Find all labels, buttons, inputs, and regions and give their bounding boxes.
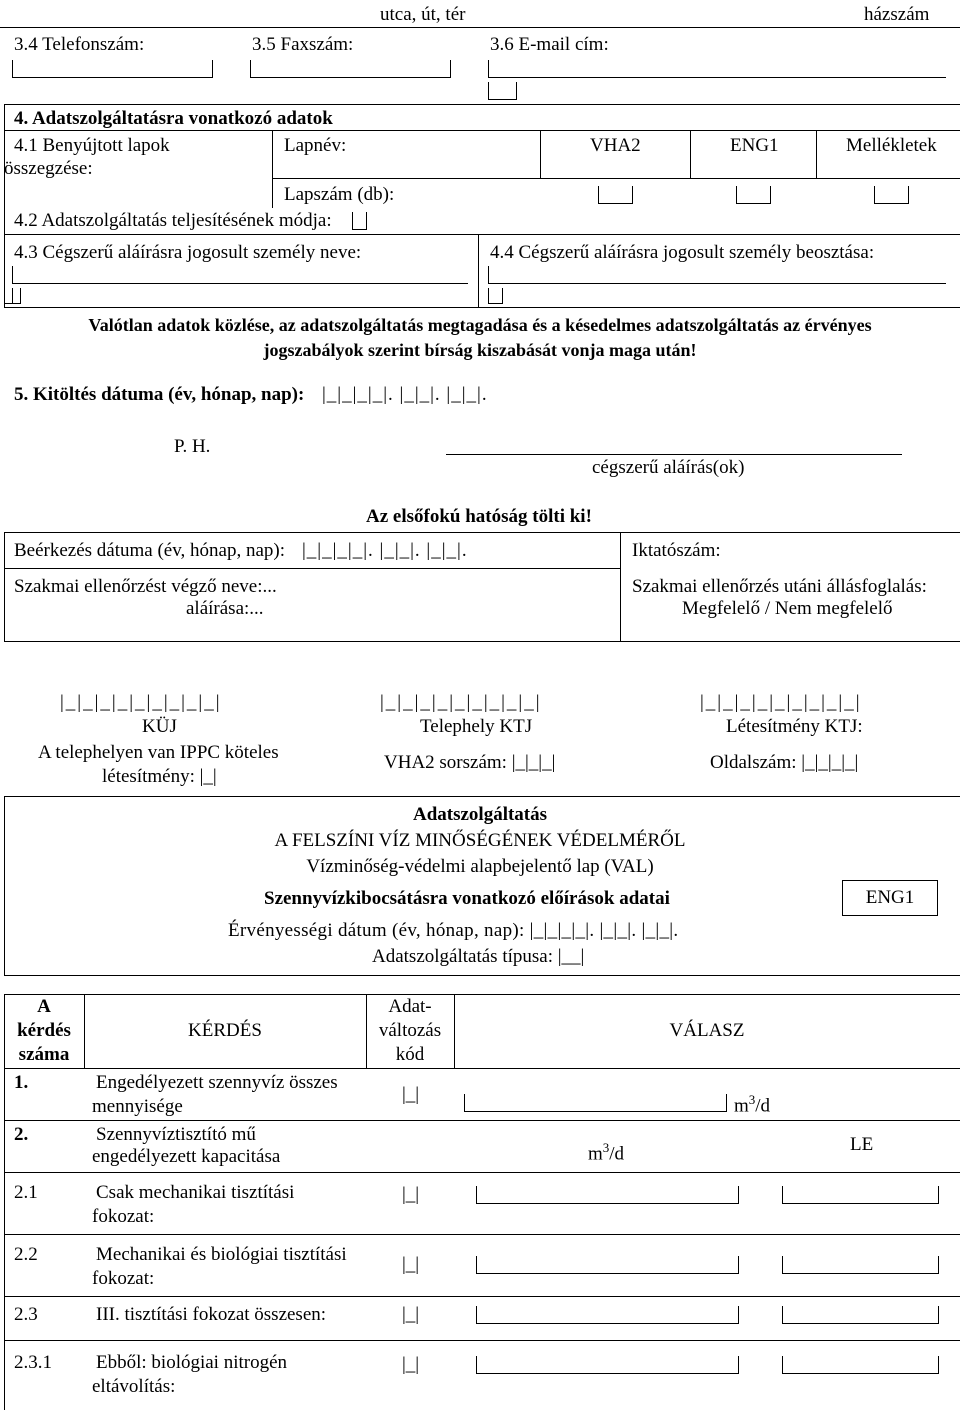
arrival-date-label: Beérkezés dátuma (év, hónap, nap): [14,540,285,561]
row-code-field[interactable]: |_| [402,1354,420,1375]
row-number: 2.3.1 [14,1352,52,1373]
row-number: 2.2 [14,1244,38,1265]
telephely-label: Telephely KTJ [420,716,533,737]
header-bold-title: Szennyvízkibocsátásra vonatkozó előírások adatai [264,888,670,909]
sheet-name-label: Lapnév: [284,135,347,156]
fill-date-field[interactable]: |_|_|_|_|. |_|_|. |_|_|. [322,384,488,405]
submitted-label: 4.1 Benyújtott lapok [14,135,170,156]
col-answer-header: VÁLASZ [669,1020,745,1041]
row-question: Csak mechanikai tisztítási [96,1182,295,1203]
email-label: 3.6 E-mail cím: [490,34,609,55]
ippc-field[interactable]: létesítmény: |_| [102,766,217,787]
header-subtitle: A FELSZÍNI VÍZ MINŐSÉGÉNEK VÉDELMÉRŐL [274,830,686,851]
kuj-field[interactable]: |_|_|_|_|_|_|_|_|_| [60,692,222,713]
row-question: III. tisztítási fokozat összesen: [96,1304,327,1325]
row-number: 2.1 [14,1182,38,1203]
row-question: Szennyvíztisztító mű [96,1124,256,1145]
row-number: 2. [14,1124,29,1145]
service-type-field[interactable]: Adatszolgáltatás típusa: |__| [372,946,585,967]
col-question-header: KÉRDÉS [188,1020,262,1041]
warning-line-1: Valótlan adatok közlése, az adatszolgáltatás megtagadása és a késedelmes adatszolgáltatás az érvényes [88,315,872,335]
row-question-2: eltávolítás: [92,1376,176,1397]
row-code-field[interactable]: |_| [402,1304,420,1325]
row-code-field[interactable]: |_| [402,1084,420,1105]
fax-label: 3.5 Faxszám: [252,34,354,55]
row-question: Mechanikai és biológiai tisztítási [96,1244,347,1265]
file-number-label: Iktatószám: [632,540,721,561]
opinion-value: Megfelelő / Nem megfelelő [682,598,893,619]
eng1-label: ENG1 [730,135,779,156]
ippc-label: A telephelyen van IPPC köteles [38,742,279,763]
validity-date-field[interactable]: Érvényességi dátum (év, hónap, nap): |_|_|_|_|. |_|_|. |_|_|. [228,920,679,941]
row-code-field[interactable]: |_| [402,1184,420,1205]
letesitmeny-field[interactable]: |_|_|_|_|_|_|_|_|_| [700,692,862,713]
col-number-header-2: kérdés [17,1020,71,1041]
street-label: utca, út, tér [380,4,466,25]
page-number-field[interactable]: Oldalszám: |_|_|_|_| [710,752,859,773]
row-question-2: mennyisége [92,1096,183,1117]
letesitmeny-label: Létesítmény KTJ: [726,716,863,737]
row-number: 2.3 [14,1304,38,1325]
row-question-2: engedélyezett kapacitása [92,1146,281,1167]
section-4-title: 4. Adatszolgáltatásra vonatkozó adatok [14,108,333,129]
signer-name-label: 4.3 Cégszerű aláírásra jogosult személy neve: [14,242,362,263]
phone-label: 3.4 Telefonszám: [14,34,145,55]
stamp-label: P. H. [174,436,211,457]
fill-date-label: 5. Kitöltés dátuma (év, hónap, nap): [14,384,305,405]
submitted-label-2: összegzése: [4,158,93,179]
sheet-count-label: Lapszám (db): [284,184,395,205]
signature-line [446,454,902,455]
mode-label: 4.2 Adatszolgáltatás teljesítésének módja: [14,210,332,231]
kuj-label: KÜJ [142,716,177,737]
col-number-header-1: A [37,996,51,1017]
opinion-label: Szakmai ellenőrzés utáni állásfoglalás: [632,576,927,597]
checker-signature-label: aláírása:... [186,598,264,619]
unit-label: $m^3/d$ [734,1092,771,1117]
le-label: LE [850,1134,874,1155]
sheet-code: ENG1 [865,887,915,908]
checker-name-label: Szakmai ellenőrzést végző neve:... [14,576,277,597]
row-question-2: fokozat: [92,1206,155,1227]
unit-label-2: $m^3/d$ [588,1140,625,1165]
house-number-label: házszám [864,4,930,25]
row-code-field[interactable]: |_| [402,1254,420,1275]
row-question: Ebből: biológiai nitrogén [96,1352,288,1373]
vha2-label: VHA2 [590,135,641,156]
row-question-2: fokozat: [92,1268,155,1289]
col-code-header-2: változás [378,1020,442,1041]
header-title: Adatszolgáltatás [412,804,548,825]
attachments-label: Mellékletek [846,135,937,156]
col-code-header-3: kód [395,1044,425,1065]
divider [0,27,960,28]
header-sheet: Vízminőség-védelmi alapbejelentő lap (VAL) [306,856,654,877]
arrival-date-field[interactable]: |_|_|_|_|. |_|_|. |_|_|. [302,540,468,561]
col-code-header-1: Adat- [388,996,432,1017]
row-question: Engedélyezett szennyvíz összes [96,1072,338,1093]
vha2-number-field[interactable]: VHA2 sorszám: |_|_|_| [384,752,556,773]
row-number: 1. [14,1072,29,1093]
telephely-field[interactable]: |_|_|_|_|_|_|_|_|_| [380,692,542,713]
signer-position-label: 4.4 Cégszerű aláírásra jogosult személy beosztása: [490,242,875,263]
signature-label: cégszerű aláírás(ok) [592,457,745,478]
authority-title: Az elsőfokú hatóság tölti ki! [366,506,592,527]
col-number-header-3: száma [18,1044,70,1065]
warning-line-2: jogszabályok szerint bírság kiszabását vonja maga után! [263,340,697,360]
